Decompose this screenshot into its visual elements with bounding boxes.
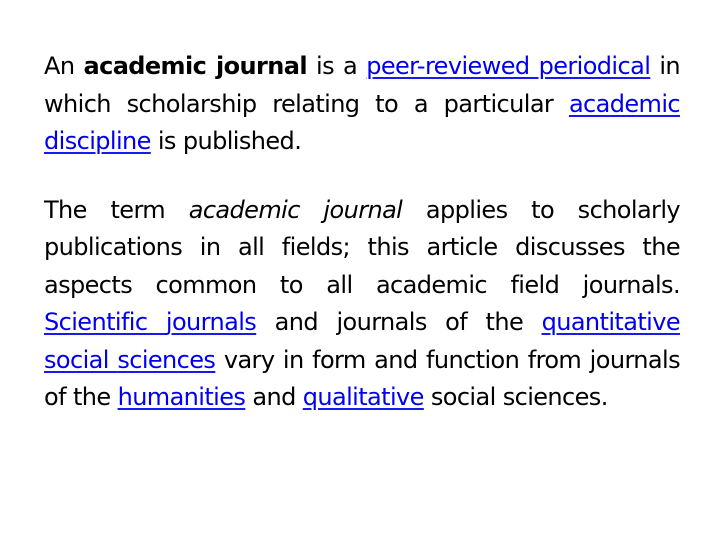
link-journals[interactable]: journals bbox=[165, 308, 257, 336]
text-run: and bbox=[245, 383, 303, 411]
link-social[interactable]: social bbox=[44, 345, 118, 374]
text-run: social sciences. bbox=[423, 383, 608, 411]
text-run: is published. bbox=[150, 127, 302, 155]
link-quantitative[interactable]: quantitative bbox=[541, 308, 680, 336]
link-peer-reviewed-periodical[interactable]: peer-reviewed periodical bbox=[366, 52, 651, 80]
text-run: applies to scholarly publications in all fields; this article discusses the aspects common to all academic field journals. bbox=[44, 195, 680, 299]
text-run: An bbox=[44, 52, 84, 80]
link-academic-discipline[interactable]: academic discipline bbox=[44, 89, 680, 155]
link-qualitative[interactable]: qualitative bbox=[302, 383, 424, 411]
slide-body bbox=[44, 48, 680, 417]
term-academic-journal-italic: academic journal bbox=[188, 195, 403, 224]
text-run: The term bbox=[44, 195, 189, 224]
text-run: is a bbox=[306, 52, 367, 80]
term-academic-journal: academic journal bbox=[83, 52, 307, 80]
text-run: vary in form and function from journals of the bbox=[44, 345, 680, 411]
link-scientific[interactable]: Scientific bbox=[44, 308, 166, 336]
text-run: and journals of the bbox=[256, 308, 542, 336]
text-run: in which scholarship relating to a particular bbox=[44, 52, 680, 118]
paragraph-scope bbox=[44, 192, 680, 417]
link-humanities[interactable]: humanities bbox=[117, 383, 246, 411]
link-sciences[interactable]: sciences bbox=[117, 345, 216, 374]
paragraph-definition bbox=[44, 48, 680, 161]
